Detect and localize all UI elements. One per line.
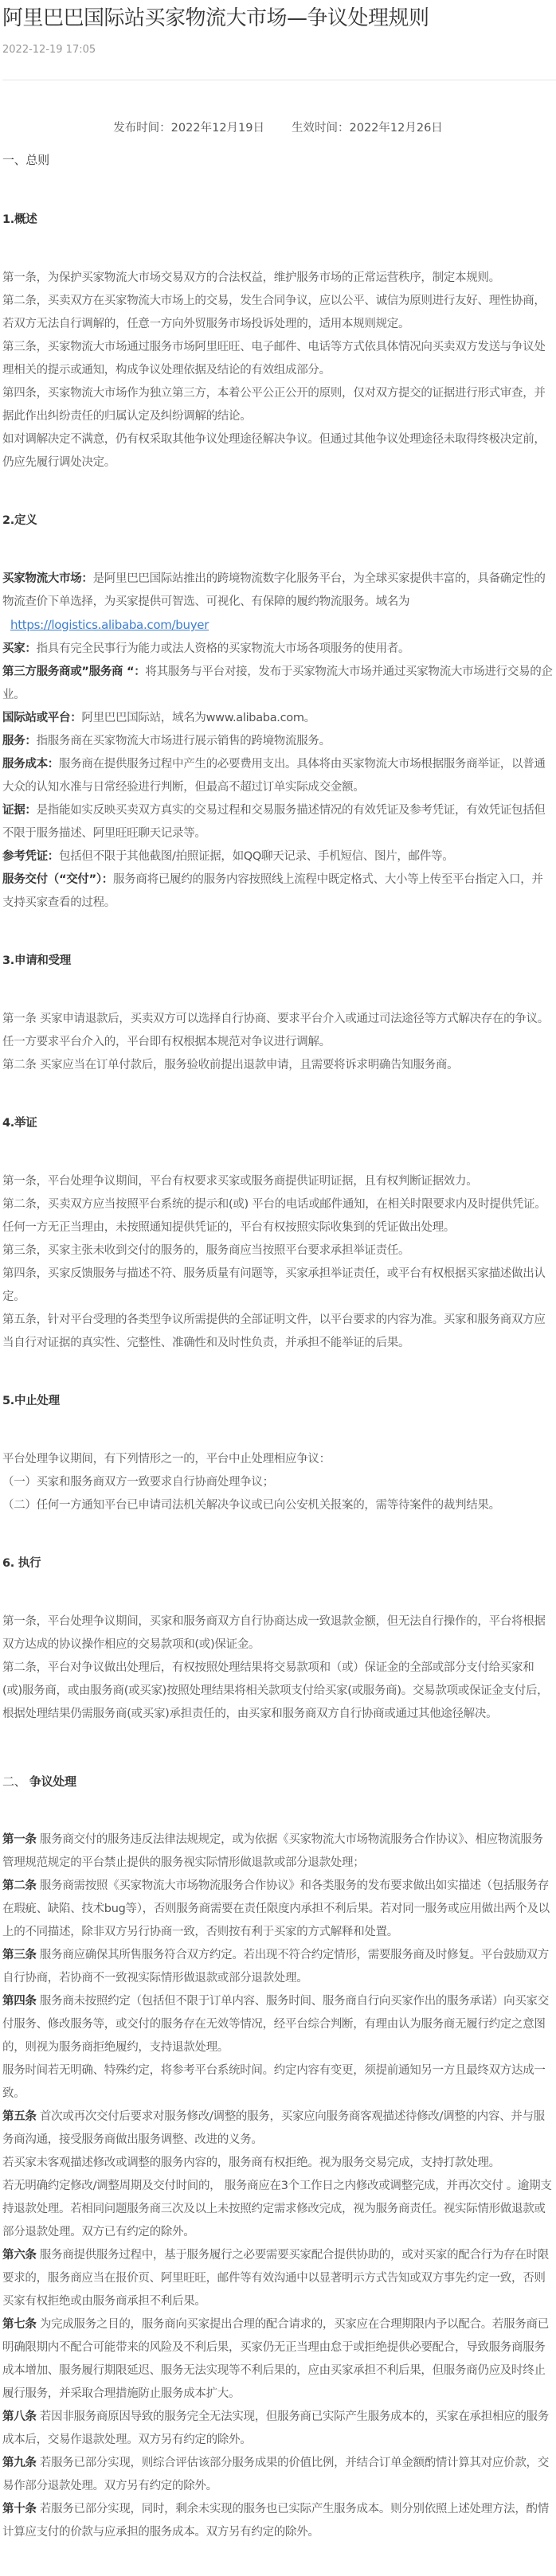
definition-term: 买家物流大市场： (2, 572, 93, 585)
article-item (2, 2175, 554, 2244)
definition-item (2, 638, 554, 661)
section-evidence (2, 1170, 554, 1355)
article-number: 第六条 (2, 2249, 37, 2262)
definition-term: 买家： (2, 642, 37, 655)
article-item (2, 2106, 554, 2152)
article-text: 服务商未按照约定（包括但不限于订单内容、服务时间、服务商自行向买家作出的服务承诺）向买家交付服务、修改服务等，或交付的服务存在无效等情况，经平台综合判断，有理由认为服务商无履行约定之意图的，则视为服务商拒绝履约，支持退款处理。 (2, 1995, 549, 2054)
paragraph: 第一条，平台处理争议期间，买家和服务商双方自行协商达成一致退款金额，但无法自行操作的，平台将根据双方达成的协议操作相应的交易款项和(或)保证金。 (2, 1615, 546, 1651)
definition-term: 参考凭证： (2, 850, 59, 863)
section-heading-application: 3.申请和受理 (2, 954, 71, 967)
paragraph: 平台处理争议期间，有下列情形之一的，平台中止处理相应争议： (2, 1453, 331, 1466)
definition-term: 国际站或平台： (2, 712, 82, 724)
article-text: 服务商应确保其所售服务符合双方约定。若出现不符合约定情形，需要服务商及时修复。平台鼓励双方自行协商，若协商不一致视实际情形做退款或部分退款处理。 (2, 1949, 549, 1985)
definition-term: 证据： (2, 804, 37, 817)
section-definitions (2, 568, 554, 915)
part-number: 二、 (2, 1774, 26, 1789)
article-item (2, 2244, 554, 2313)
section-suspension (2, 1448, 554, 1517)
definition-term: 服务： (2, 735, 37, 747)
article-item (2, 2059, 554, 2106)
paragraph: 第四条，买家物流大市场作为独立第三方，本着公平公正公开的原则，仅对双方提交的证据进行形式审查，并据此作出纠纷责任的归属认定及纠纷调解的结论。 (2, 387, 546, 423)
article-item (2, 1944, 554, 1990)
section-heading-definitions: 2.定义 (2, 514, 37, 527)
section-heading-evidence: 4.举证 (2, 1117, 37, 1130)
definition-text: 是阿里巴巴国际站推出的跨境物流数字化服务平台，为全球买家提供丰富的，具备确定性的物流查价下单选择，为买家提供可智选、可视化、有保障的履约物流服务。域名为 (2, 572, 546, 608)
page-title: 阿里巴巴国际站买家物流大市场—争议处理规则 (2, 6, 429, 30)
definition-text: 指服务商在买家物流大市场进行展示销售的跨境物流服务。 (36, 735, 331, 747)
article-number: 第九条 (2, 2457, 37, 2469)
article-text: 首次或再次交付后要求对服务修改/调整的服务，买家应向服务商客观描述待修改/调整的内容、并与服务商沟通，接受服务商做出服务调整、改进的义务。 (2, 2110, 545, 2146)
paragraph: 第二条，买卖双方应当按照平台系统的提示和(或) 平台的电话或邮件通知，在相关时限要求内及时提供凭证。任何一方无正当理由，未按照通知提供凭证的，平台有权按照实际收集到的凭证做出处理。 (2, 1198, 546, 1234)
article-number: 第八条 (2, 2410, 37, 2423)
definition-text: 是指能如实反映买卖双方真实的交易过程和交易服务描述情况的有效凭证及参考凭证，有效凭证包括但不限于服务描述、阿里旺旺聊天记录等。 (2, 804, 546, 840)
paragraph: 第一条，为保护买家物流大市场交易双方的合法权益，维护服务市场的正常运营秩序，制定本规则。 (2, 271, 500, 284)
article-item (2, 1990, 554, 2059)
article-number: 第一条 (2, 1833, 37, 1846)
paragraph: 第二条，买卖双方在买家物流大市场上的交易，发生合同争议，应以公平、诚信为原则进行友好、理性协商，若双方无法自行调解的，任意一方向外贸服务市场投诉处理的，适用本规则规定。 (2, 295, 546, 330)
definition-item (2, 845, 554, 868)
article-item (2, 1875, 554, 1944)
section-heading-execution: 6. 执行 (2, 1557, 41, 1570)
definition-text: 阿里巴巴国际站，域名为www.alibaba.com。 (81, 712, 315, 724)
paragraph: 第四条，买家反馈服务与描述不符、服务质量有问题等，买家承担举证责任，或平台有权根据买家描述做出认定。 (2, 1267, 546, 1303)
definition-term: 服务成本： (2, 758, 59, 771)
article-item (2, 1829, 554, 1875)
section-execution (2, 1610, 554, 1726)
definition-item (2, 707, 554, 730)
part-title-text: 争议处理 (29, 1774, 76, 1789)
article-item (2, 2452, 554, 2498)
publish-info (2, 120, 554, 136)
definition-item (2, 868, 554, 915)
article-item (2, 2406, 554, 2452)
definition-item (2, 568, 554, 614)
article-body (2, 149, 554, 2544)
paragraph: 第二条 买家应当在订单付款后，服务验收前提出退款申请，且需要将诉求明确告知服务商。 (2, 1059, 459, 1071)
article-text: 服务商交付的服务违反法律法规规定，或为依据《买家物流大市场物流服务合作协议》、相应物流服务管理规范规定的平台禁止提供的服务视实际情形做退款或部分退款处理； (2, 1833, 543, 1869)
article-item (2, 2152, 554, 2175)
effective-date: 生效时间：2022年12月26日 (292, 122, 443, 135)
definition-item (2, 730, 554, 753)
paragraph: 第三条，买家物流大市场通过服务市场阿里旺旺、电子邮件、电话等方式依具体情况向买卖双方发送与争议处理相关的提示或通知，构成争议处理依据及结论的有效组成部分。 (2, 341, 546, 377)
definition-term: 服务交付（“交付”）： (2, 873, 114, 886)
section-dispute-articles (2, 1829, 554, 2544)
paragraph: 第五条，针对平台受理的各类型争议所需提供的全部证明文件，以平台要求的内容为准。买家和服务商双方应当自行对证据的真实性、完整性、准确性和及时性负责，并承担不能举证的后果。 (2, 1313, 546, 1349)
publish-date: 发布时间：2022年12月19日 (113, 122, 264, 135)
definition-text: 指具有完全民事行为能力或法人资格的买家物流大市场各项服务的使用者。 (36, 642, 410, 655)
paragraph: 第一条，平台处理争议期间，平台有权要求买家或服务商提供证明证据，且有权判断证据效力。 (2, 1175, 478, 1188)
article-number: 第二条 (2, 1879, 37, 1892)
article-number: 第十条 (2, 2503, 37, 2516)
article-text: 若无明确约定修改/调整周期及交付时间的， 服务商应在3个工作日之内修改或调整完成，并再次交付 。逾期支持退款处理。若相同问题服务商三次及以上未按照约定需求修改完成，视为服务商责任。视实际情形做退款或部分退款处理。双方已有约定的除外。 (2, 2180, 552, 2238)
article-text: 为完成服务之目的，服务商向买家提出合理的配合请求的，买家应在合理期限内予以配合。若服务商已明确限期内不配合可能带来的风险及不利后果，买家仍无正当理由怠于或拒绝提供必要配合，导致服务商服务成本增加、服务履行期限延迟、服务无法实现等不利后果的，应由买家承担不利后果，但服务商仍应及时终止履行服务，并采取合理措施防止服务成本扩大。 (2, 2318, 549, 2400)
definition-item (2, 799, 554, 845)
definition-text: 服务商在提供服务过程中产生的必要费用支出。具体将由买家物流大市场根据服务商举证，以普通大众的认知水准与日常经验进行判断，但最高不超过订单实际成交金额。 (2, 758, 546, 794)
article-number: 第五条 (2, 2110, 37, 2123)
definition-item (2, 753, 554, 799)
article-number: 第七条 (2, 2318, 37, 2331)
logistics-buyer-link[interactable]: https://logistics.alibaba.com/buyer (10, 618, 209, 632)
article-text: 若买家未客观描述修改或调整的服务内容的，服务商有权拒绝。视为服务交易完成，支持打款处理。 (2, 2156, 500, 2169)
article-item (2, 2498, 554, 2544)
section-overview (2, 267, 554, 474)
article-text: 服务商需按照《买家物流大市场物流服务合作协议》和各类服务的发布要求做出如实描述（包括服务存在瑕疵、缺陷、技术bug等），否则服务商需要在责任限度内承担不利后果。若对同一服务或应用做出两个及以上的不同描述，除非双方另行协商一致，否则按有利于买家的方式解释和处置。 (2, 1879, 550, 1938)
paragraph: 第二条，平台对争议做出处理后，有权按照处理结果将交易款项和（或）保证金的全部或部分支付给买家和(或)服务商，或由服务商(或买家)按照处理结果将相关款项支付给买家(或服务商)。交易款项或保证金支付后，根据处理结果仍需服务商(或买家)承担责任的，由买家和服务商双方自行协商或通过其他途径解决。 (2, 1661, 549, 1720)
definition-item (2, 661, 554, 707)
section-application (2, 1008, 554, 1077)
paragraph: 如对调解决定不满意，仍有权采取其他争议处理途径解决争议。但通过其他争议处理途径未取得终极决定前，仍应先履行调处决定。 (2, 433, 546, 469)
article-item (2, 2313, 554, 2406)
part-heading-general: 一、总则 (2, 153, 49, 167)
paragraph: 第一条 买家申请退款后，买卖双方可以选择自行协商、要求平台介入或通过司法途径等方式解决存在的争议。任一方要求平台介入的，平台即有权根据本规范对争议进行调解。 (2, 1013, 549, 1048)
article-text: 服务时间若无明确、特殊约定，将参考平台系统时间。约定内容有变更，须提前通知另一方且最终双方达成一致。 (2, 2064, 546, 2100)
paragraph: （二）任何一方通知平台已申请司法机关解决争议或已向公安机关报案的，需等待案件的裁判结果。 (2, 1499, 500, 1512)
article-text: 若因非服务商原因导致的服务完全无法实现，但服务商已实际产生服务成本的，买家在承担相应的服务成本后，交易作退款处理。双方另有约定的除外。 (2, 2410, 549, 2446)
section-heading-overview: 1.概述 (2, 213, 37, 226)
article-text: 若服务已部分实现，同时，剩余未实现的服务也已实际产生服务成本。则分别依照上述处理方法，酌情计算应支付的价款与应承担的服务成本。双方另有约定的除外。 (2, 2503, 549, 2539)
section-heading-suspension: 5.中止处理 (2, 1395, 60, 1407)
paragraph: 第三条，买家主张未收到交付的服务的，服务商应当按照平台要求承担举证责任。 (2, 1244, 410, 1257)
definition-text: 将其服务与平台对接，发布于买家物流大市场并通过买家物流大市场进行交易的企业。 (2, 665, 553, 701)
article-text: 若服务已部分实现，则综合评估该部分服务成果的价值比例，并结合订单金额酌情计算其对应价款，交易作部分退款处理。双方另有约定的除外。 (2, 2457, 549, 2492)
definition-text: 服务商将已履约的服务内容按照线上流程中既定格式、大小等上传至平台指定入口，并支持买家查看的过程。 (2, 873, 543, 909)
article-text: 服务商提供服务过程中，基于服务履行之必要需要买家配合提供协助的，或对买家的配合行为存在时限要求的，服务商应当在报价页、阿里旺旺，邮件等有效沟通中以显著明示方式告知或双方事先约定一致，否则买家有权拒绝或由服务商承担不利后果。 (2, 2249, 549, 2308)
paragraph: （一）买家和服务商双方一致要求自行协商处理争议； (2, 1476, 274, 1489)
definition-link-row (2, 614, 554, 638)
definition-term: 第三方服务商或”服务商 “： (2, 665, 146, 678)
article-number: 第三条 (2, 1949, 37, 1961)
article-number: 第四条 (2, 1995, 37, 2008)
definition-text: 包括但不限于其他截图/拍照证据，如QQ聊天记录、手机短信、图片，邮件等。 (59, 850, 454, 863)
part-heading-dispute (2, 1770, 554, 1793)
publish-timestamp: 2022-12-19 17:05 (2, 44, 96, 56)
